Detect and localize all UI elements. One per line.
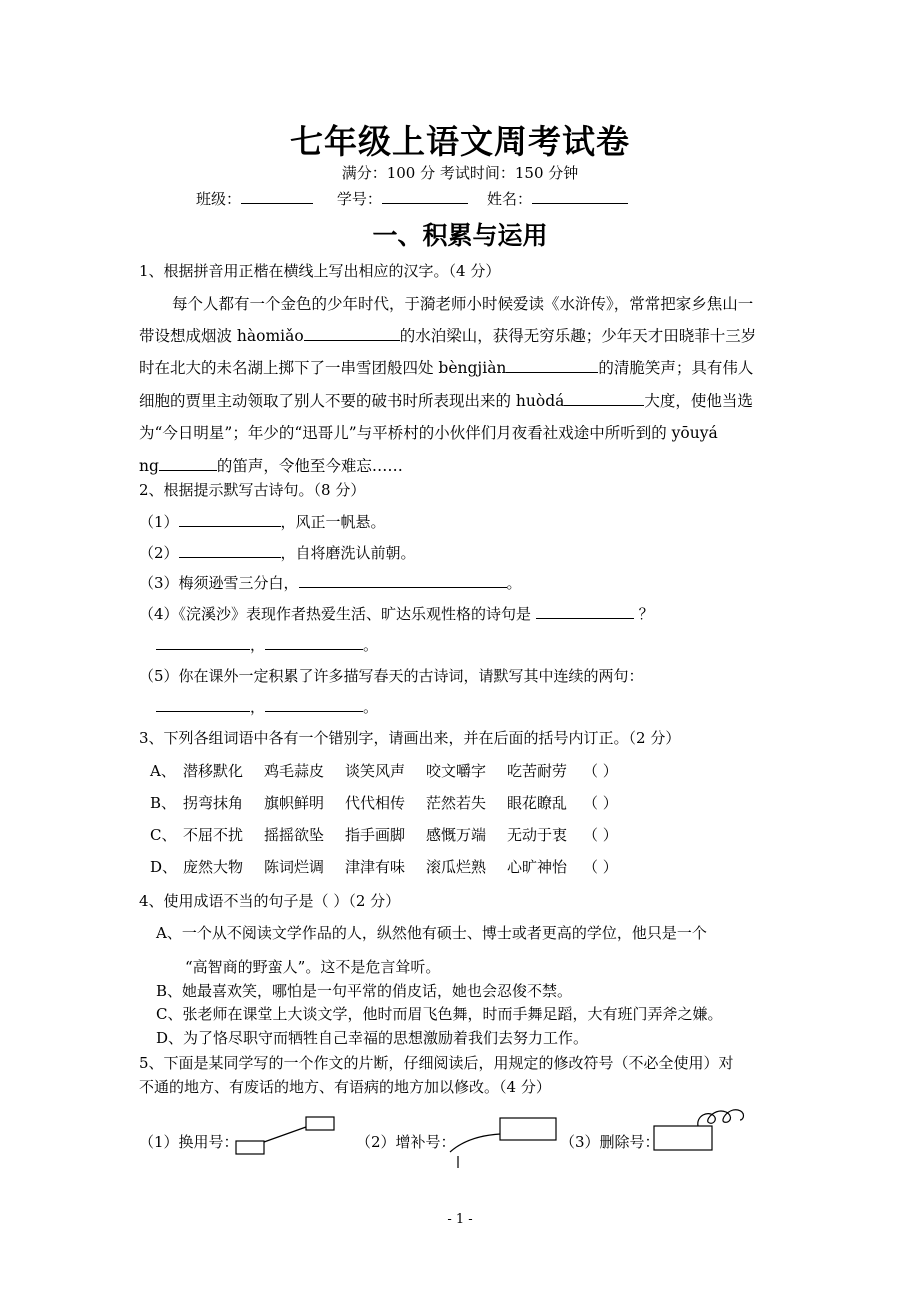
q3-option-label: B、 <box>150 794 177 812</box>
q1-line-5: 为“今日明星”；年少的“迅哥儿”与平桥村的小伙伴们月夜看社戏途中所听到的 yōuyá <box>139 424 718 442</box>
q2-blank-8[interactable] <box>265 697 363 712</box>
delete-mark-icon <box>650 1098 760 1154</box>
q3-word[interactable]: 谈笑风声 <box>345 762 406 780</box>
q3-word[interactable]: 茫然若失 <box>426 794 487 812</box>
q3-answer-paren[interactable]: （ ） <box>583 826 618 844</box>
q5-stem-cont: 不通的地方、有废话的地方、有语病的地方加以修改。（4 分） <box>139 1078 551 1096</box>
q3-word[interactable]: 指手画脚 <box>345 826 406 844</box>
q2-item-5: （5）你在课外一定积累了许多描写春天的古诗词，请默写其中连续的两句： <box>139 667 644 685</box>
q2-item-4-cont: ， 。 <box>156 634 378 655</box>
q3-option-label: A、 <box>150 762 176 780</box>
q2-blank-6[interactable] <box>265 635 363 650</box>
q2-item-4: （4）《浣溪沙》表现作者热爱生活、旷达乐观性格的诗句是 ？ <box>139 605 654 623</box>
q3-word[interactable]: 摇摇欲坠 <box>264 826 325 844</box>
q3-answer-paren[interactable]: （ ） <box>583 762 618 780</box>
q3-word[interactable]: 拐弯抹角 <box>183 794 244 812</box>
insert-mark-icon <box>440 1112 560 1172</box>
q1-blank-3[interactable] <box>564 391 644 406</box>
q1-line-3: 时在北大的未名湖上掷下了一串雪团般四处 bèngjiàn 的清脆笑声；具有伟人 <box>139 359 754 377</box>
q2-item-3: （3）梅须逊雪三分白， 。 <box>139 574 522 592</box>
q2-blank-4[interactable] <box>536 604 634 619</box>
q3-word[interactable]: 吃苦耐劳 <box>507 762 568 780</box>
class-blank[interactable] <box>241 189 313 204</box>
q3-word[interactable]: 眼花瞭乱 <box>507 794 568 812</box>
q1-line-4: 细胞的贾里主动领取了别人不要的破书时所表现出来的 huòdá 大度，使他当选 <box>139 392 753 410</box>
q3-word[interactable]: 心旷神怡 <box>507 858 568 876</box>
q3-word[interactable]: 感慨万端 <box>426 826 487 844</box>
class-label: 班级： <box>196 190 242 208</box>
q4-stem: 4、使用成语不当的句子是（ ）（2 分） <box>139 892 401 910</box>
q2-item-5-cont: ， 。 <box>156 696 378 717</box>
q5-stem: 5、下面是某同学写的一个作文的片断，仔细阅读后，用规定的修改符号（不必全使用）对 <box>139 1054 734 1072</box>
q4-option-a-cont: “高智商的野蛮人”。这不是危言耸听。 <box>185 958 441 976</box>
q2-blank-5[interactable] <box>156 635 250 650</box>
name-label: 姓名： <box>486 190 532 208</box>
q4-option-c: C、张老师在课堂上大谈文学，他时而眉飞色舞，时而手舞足蹈，大有班门弄斧之嫌。 <box>156 1005 723 1023</box>
q3-option-label: D、 <box>150 858 178 876</box>
q1-line-1: 每个人都有一个金色的少年时代，于漪老师小时候爱读《水浒传》，常常把家乡焦山一 <box>172 295 754 313</box>
q3-answer-paren[interactable]: （ ） <box>583 858 618 876</box>
insert-mark-label: （2）增补号： <box>356 1133 456 1151</box>
q3-word[interactable]: 潜移默化 <box>183 762 244 780</box>
q4-option-b: B、她最喜欢笑，哪怕是一句平常的俏皮话，她也会忍俊不禁。 <box>156 982 573 1000</box>
q3-stem: 3、下列各组词语中各有一个错别字，请画出来，并在后面的括号内订正。（2 分） <box>139 729 681 747</box>
exam-meta: 满分：100 分 考试时间：150 分钟 <box>341 164 579 182</box>
q3-word[interactable]: 陈词烂调 <box>264 858 325 876</box>
q4-option-d: D、为了恪尽职守而牺牲自己幸福的思想激励着我们去努力工作。 <box>156 1029 589 1047</box>
q2-blank-2[interactable] <box>179 543 281 558</box>
q3-word[interactable]: 不屈不扰 <box>183 826 244 844</box>
name-blank[interactable] <box>532 189 628 204</box>
student-info <box>196 188 628 209</box>
replace-mark-label: （1）换用号： <box>139 1133 239 1151</box>
page-title: 七年级上语文周考试卷 <box>290 122 630 161</box>
q2-blank-7[interactable] <box>156 697 250 712</box>
q3-word[interactable]: 旗帜鲜明 <box>264 794 325 812</box>
q2-blank-3[interactable] <box>299 573 507 588</box>
q1-line-2: 带设想成烟波 hàomiǎo 的水泊梁山，获得无穷乐趣；少年天才田晓菲十三岁 <box>139 327 757 345</box>
q1-blank-1[interactable] <box>304 326 400 341</box>
q3-answer-paren[interactable]: （ ） <box>583 794 618 812</box>
section-title: 一、积累与运用 <box>372 221 548 250</box>
id-blank[interactable] <box>382 189 468 204</box>
q2-blank-1[interactable] <box>179 512 281 527</box>
q3-word[interactable]: 无动于衷 <box>507 826 568 844</box>
id-label: 学号： <box>336 190 382 208</box>
q2-item-1: （1） ，风正一帆悬。 <box>139 513 386 531</box>
q3-word[interactable]: 庞然大物 <box>183 858 244 876</box>
delete-mark-label: （3）删除号： <box>560 1133 660 1151</box>
q3-word[interactable]: 代代相传 <box>345 794 406 812</box>
q1-blank-4[interactable] <box>159 456 217 471</box>
q3-word[interactable]: 津津有味 <box>345 858 406 876</box>
q1-blank-2[interactable] <box>506 358 598 373</box>
page-number: - 1 - <box>447 1212 473 1227</box>
q2-item-2: （2） ，自将磨洗认前朝。 <box>139 544 416 562</box>
q4-option-a: A、一个从不阅读文学作品的人，纵然他有硕士、博士或者更高的学位，他只是一个 <box>156 924 707 942</box>
q3-option-label: C、 <box>150 826 177 844</box>
q3-word[interactable]: 咬文嚼字 <box>426 762 487 780</box>
q3-word[interactable]: 滚瓜烂熟 <box>426 858 487 876</box>
q1-stem: 1、根据拼音用正楷在横线上写出相应的汉字。（4 分） <box>139 262 501 280</box>
q2-stem: 2、根据提示默写古诗句。（8 分） <box>139 481 366 499</box>
replace-mark-icon <box>232 1112 336 1156</box>
q3-word[interactable]: 鸡毛蒜皮 <box>264 762 325 780</box>
q1-line-6: ng 的笛声，令他至今难忘…… <box>139 457 403 475</box>
